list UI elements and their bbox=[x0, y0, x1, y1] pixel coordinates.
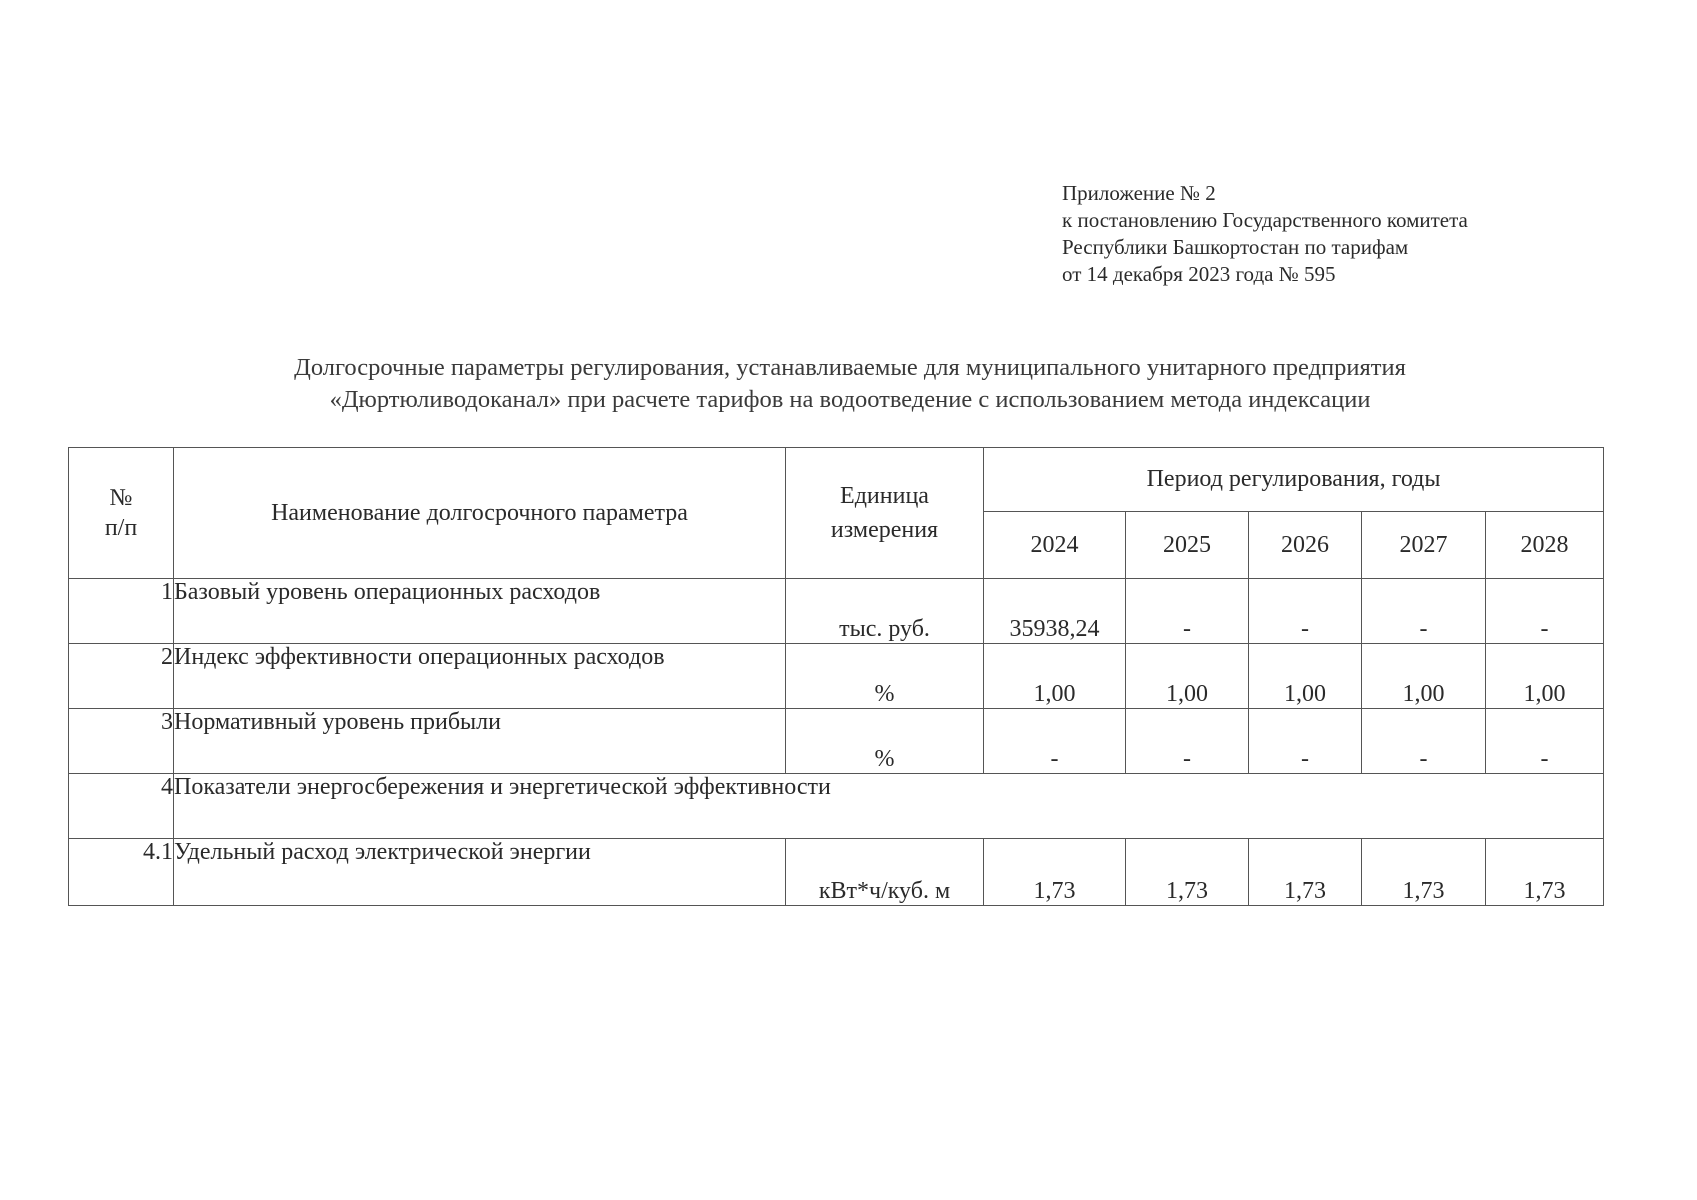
header-year: 2024 bbox=[984, 512, 1126, 579]
header-year: 2025 bbox=[1126, 512, 1249, 579]
row-value: 1,73 bbox=[1126, 839, 1249, 906]
header-number bbox=[69, 448, 174, 579]
appendix-number: Приложение № 2 bbox=[1062, 181, 1216, 205]
row-unit: % bbox=[786, 709, 984, 774]
row-value: 1,00 bbox=[1486, 644, 1604, 709]
row-value: - bbox=[1126, 579, 1249, 644]
row-value: - bbox=[1486, 709, 1604, 774]
row-value: - bbox=[984, 709, 1126, 774]
row-value: - bbox=[1486, 579, 1604, 644]
table-row bbox=[69, 709, 1604, 774]
header-number-abbr: п/п bbox=[104, 515, 138, 541]
row-parameter-name: Удельный расход электрической энергии bbox=[174, 839, 786, 906]
document-title bbox=[150, 352, 1550, 416]
row-value: 1,73 bbox=[1362, 839, 1486, 906]
row-value: 1,00 bbox=[1126, 644, 1249, 709]
row-value: - bbox=[1362, 709, 1486, 774]
appendix-block bbox=[1062, 180, 1468, 288]
row-value: - bbox=[1249, 709, 1362, 774]
row-number: 4 bbox=[69, 774, 174, 839]
header-year: 2027 bbox=[1362, 512, 1486, 579]
table-row-section bbox=[69, 774, 1604, 839]
row-number: 4.1 bbox=[69, 839, 174, 906]
row-parameter-name: Индекс эффективности операционных расходов bbox=[174, 644, 786, 709]
row-number: 1 bbox=[69, 579, 174, 644]
row-unit: % bbox=[786, 644, 984, 709]
row-value: 1,73 bbox=[1486, 839, 1604, 906]
row-unit: тыс. руб. bbox=[786, 579, 984, 644]
table-row bbox=[69, 579, 1604, 644]
appendix-authority: Республики Башкортостан по тарифам bbox=[1062, 235, 1409, 259]
table-row bbox=[69, 644, 1604, 709]
row-unit: кВт*ч/куб. м bbox=[786, 839, 984, 906]
table-header-row bbox=[69, 448, 1604, 512]
row-value: 1,00 bbox=[1249, 644, 1362, 709]
row-value: 35938,24 bbox=[984, 579, 1126, 644]
row-parameter-name: Базовый уровень операционных расходов bbox=[174, 579, 786, 644]
row-value: - bbox=[1126, 709, 1249, 774]
appendix-reference: к постановлению Государственного комитета bbox=[1062, 208, 1468, 232]
row-value: 1,00 bbox=[1362, 644, 1486, 709]
header-parameter-name: Наименование долгосрочного параметра bbox=[174, 448, 786, 579]
row-value: 1,00 bbox=[984, 644, 1126, 709]
header-period: Период регулирования, годы bbox=[984, 448, 1604, 512]
header-year: 2028 bbox=[1486, 512, 1604, 579]
table-row bbox=[69, 839, 1604, 906]
header-unit bbox=[786, 448, 984, 579]
row-value: 1,73 bbox=[1249, 839, 1362, 906]
document-title-line-1: Долгосрочные параметры регулирования, устанавливаемые для муниципального унитарного предприятия bbox=[294, 354, 1406, 381]
row-section-name: Показатели энергосбережения и энергетической эффективности bbox=[174, 774, 1604, 839]
header-unit-line-1: Единица bbox=[840, 483, 929, 509]
document-title-line-2: «Дюртюливодоканал» при расчете тарифов на водоотведение с использованием метода индексации bbox=[329, 386, 1371, 413]
row-value: 1,73 bbox=[984, 839, 1126, 906]
row-value: - bbox=[1362, 579, 1486, 644]
row-parameter-name: Нормативный уровень прибыли bbox=[174, 709, 786, 774]
row-number: 3 bbox=[69, 709, 174, 774]
header-number-symbol: № bbox=[109, 485, 133, 511]
row-number: 2 bbox=[69, 644, 174, 709]
appendix-date: от 14 декабря 2023 года № 595 bbox=[1062, 262, 1336, 286]
header-unit-line-2: измерения bbox=[830, 517, 939, 543]
parameters-table bbox=[68, 447, 1604, 906]
row-value: - bbox=[1249, 579, 1362, 644]
header-year: 2026 bbox=[1249, 512, 1362, 579]
